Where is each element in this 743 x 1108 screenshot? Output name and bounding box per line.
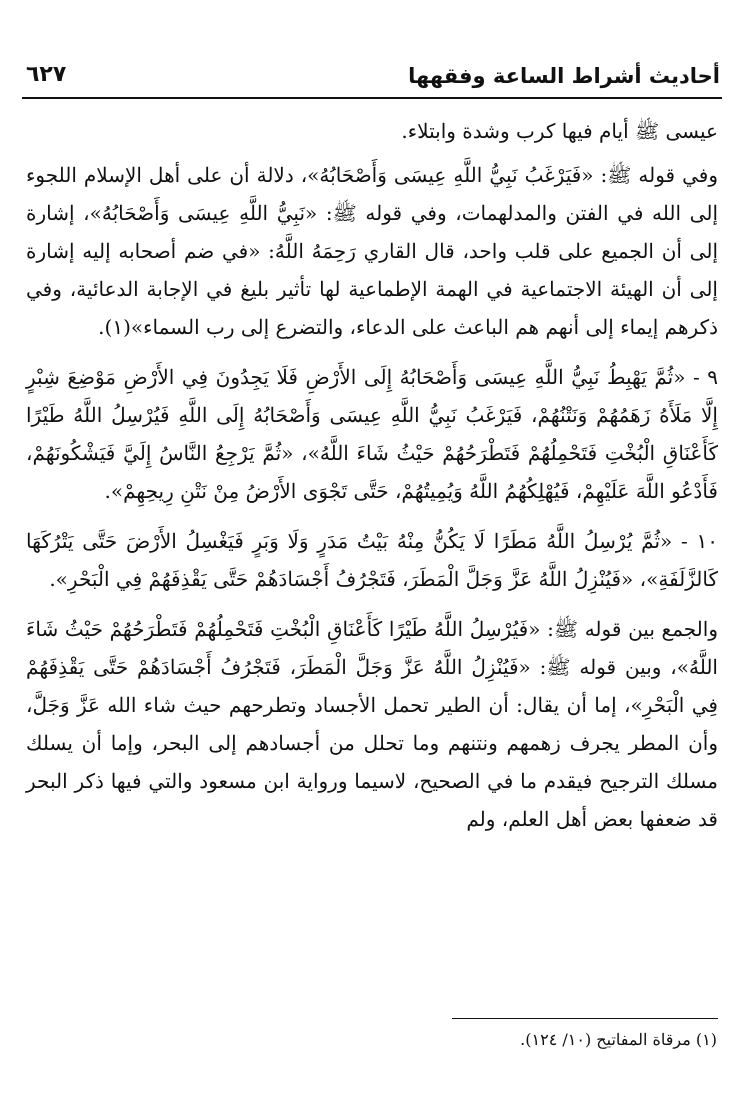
paragraph-reconciliation: والجمع بين قوله ﷺ: «فَيُرْسِلُ اللَّهُ طَيْرًا كَأَعْنَاقِ الْبُخْتِ فَتَحْمِلُهُمْ فَتَطْرَحُهُمْ حَيْثُ شَاءَ اللَّهُ»، وبين قوله ﷺ: «فَيُنْزِلُ اللَّهُ عَزَّ وَجَلَّ الْمَطَرَ، فَتَجْرُفُ أَجْسَادَهُمْ حَتَّى يَقْذِفَهُمْ فِي الْبَحْرِ»، إما أن يقال: أن الطير تحمل الأجساد وتطرحهم حيث شاء الله عَزَّ وَجَلَّ، وأن المطر يجرف زهمهم ونتنهم وما تحلل من أجسادهم إلى البحر، وإما أن يسلك مسلك الترجيح فيقدم ما في الصحيح، لاسيما ورواية ابن مسعود والتي فيها ذكر البحر قد ضعفها بعض أهل العلم، ولم [26, 617, 718, 831]
footnote: (١) مرقاة المفاتيح (١٠/ ١٢٤). [520, 1030, 717, 1049]
running-title: أحاديث أشراط الساعة وفقهها [408, 64, 720, 88]
page-header [22, 58, 722, 98]
page-body [26, 112, 718, 850]
page-number: ٦٢٧ [26, 62, 67, 87]
paragraph-1: عيسى ﷺ أيام فيها كرب وشدة وابتلاء. [401, 119, 718, 143]
paragraph-hadith-10: ١٠ - «ثُمَّ يُرْسِلُ اللَّهُ مَطَرًا لَا يَكُنُّ مِنْهُ بَيْتُ مَدَرٍ وَلَا وَبَرٍ فَيَغْسِلُ الأَرْضَ حَتَّى يَتْرُكَهَا كَالزَّلَفَةِ»، «فَيُنْزِلُ اللَّهُ عَزَّ وَجَلَّ الْمَطَرَ، فَتَجْرُفُ أَجْسَادَهُمْ حَتَّى يَقْذِفَهُمْ فِي الْبَحْرِ». [26, 529, 718, 591]
paragraph-2: وفي قوله ﷺ: «فَيَرْغَبُ نَبِيُّ اللَّهِ عِيسَى وَأَصْحَابُهُ»، دلالة أن على أهل الإسلام اللجوء إلى الله في الفتن والمدلهمات، وفي قوله ﷺ: «نَبِيُّ اللَّهِ عِيسَى وَأَصْحَابُهُ»، إشارة إلى أن الجميع على قلب واحد، قال القاري رَحِمَهُ اللَّهُ: «في ضم أصحابه إليه إشارة إلى أن الهيئة الاجتماعية في الهمة الإطماعية لها تأثير بليغ في الإجابة الدعائية، وفي ذكرهم إيماء إلى أنهم هم الباعث على الدعاء، والتضرع إلى رب السماء»(١). [26, 163, 718, 339]
footnote-divider [452, 1018, 718, 1019]
header-divider [22, 97, 722, 99]
paragraph-hadith-9: ٩ - «ثُمَّ يَهْبِطُ نَبِيُّ اللَّهِ عِيسَى وَأَصْحَابُهُ إِلَى الأَرْضِ فَلَا يَجِدُونَ فِي الأَرْضِ مَوْضِعَ شِبْرٍ إِلَّا مَلَأَهُ زَهَمُهُمْ وَنَتْنُهُمْ، فَيَرْغَبُ نَبِيُّ اللَّهِ عِيسَى وَأَصْحَابُهُ إِلَى اللَّهِ فَيُرْسِلُ اللَّهُ طَيْرًا كَأَعْنَاقِ الْبُخْتِ فَتَحْمِلُهُمْ فَتَطْرَحُهُمْ حَيْثُ شَاءَ اللَّهُ»، «ثُمَّ يَرْجِعُ النَّاسُ إِلَيَّ فَيَشْكُونَهُمْ، فَأَدْعُو اللَّهَ عَلَيْهِمْ، فَيُهْلِكُهُمُ اللَّهُ وَيُمِيتُهُمْ، حَتَّى تَجْوَى الأَرْضُ مِنْ نَتْنِ رِيحِهِمْ». [26, 365, 718, 503]
